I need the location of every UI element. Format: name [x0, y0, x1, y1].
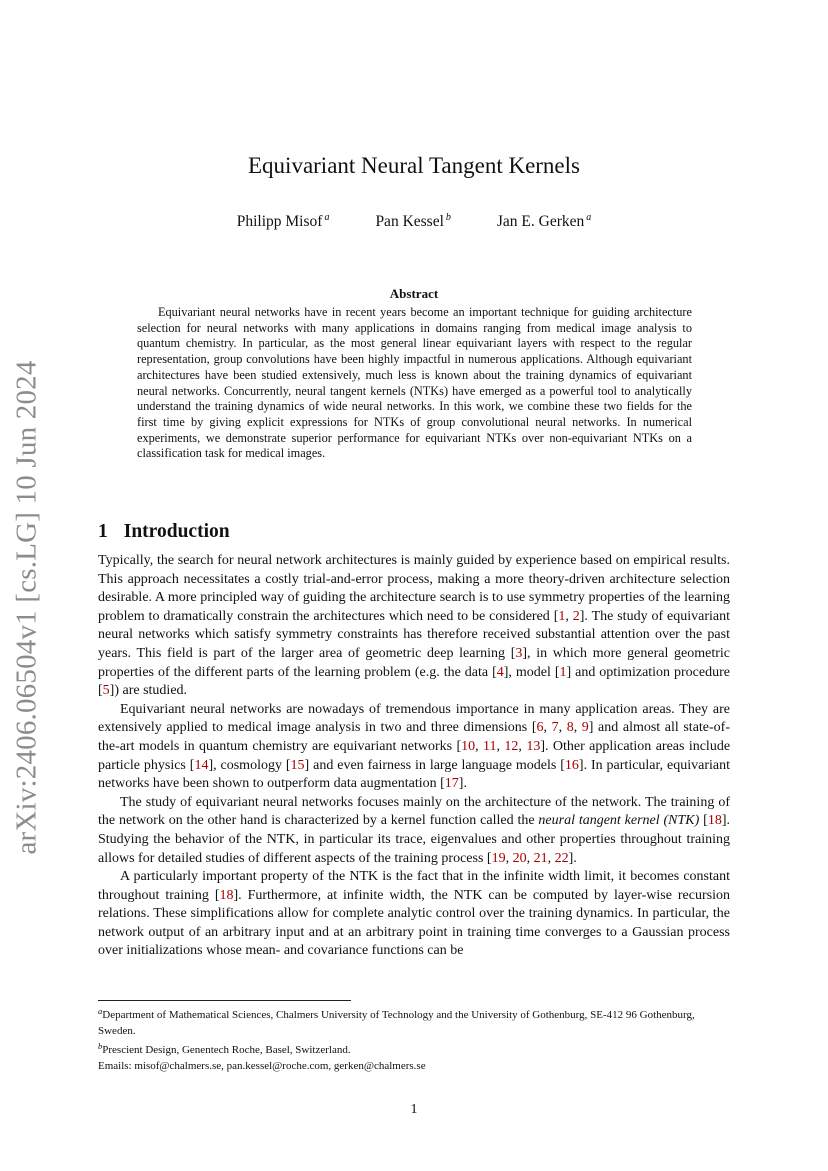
author-1 [237, 207, 330, 233]
abstract-text: Equivariant neural networks have in recent years become an important technique for guiding architecture selection for neural networks with many applications in domains ranging from medical image analysis to quantum chemistry. In particular, as the most general linear equivariant layers with respect to the regular representation, group convolutions have been highly impactful in numerous applications. Although equivariant architectures have been studied extensively, much less is known about the training dynamics of equivariant neural networks. Concurrently, neural tangent kernels (NTKs) have emerged as a powerful tool to analytically understand the training dynamics of wide neural networks. In this work, we combine these two fields for the first time by giving explicit expressions for NTKs of group convolutional neural networks. In numerical experiments, we demonstrate superior performance for equivariant NTKs over non-equivariant NTKs on a classification task for medical images. [137, 305, 692, 461]
citation-link[interactable]: 10 [461, 738, 476, 754]
author-3 [497, 207, 591, 233]
section-title: Introduction [123, 521, 230, 542]
citation-link[interactable]: 14 [194, 757, 209, 773]
footnote-b [98, 1039, 730, 1059]
citation-link[interactable]: 21 [533, 850, 548, 866]
citation-link[interactable]: 7 [551, 720, 559, 736]
footnote-text: Prescient Design, Genentech Roche, Basel, Switzerland. [102, 1044, 351, 1057]
citation-link[interactable]: 1 [559, 664, 567, 680]
citation-link[interactable]: 3 [515, 645, 523, 661]
citation-link[interactable]: 18 [219, 887, 234, 903]
citation-link[interactable]: 11 [483, 738, 497, 754]
citation-link[interactable]: 20 [512, 850, 527, 866]
author-name: Philipp Misof [236, 213, 323, 230]
affiliation-mark: a [586, 212, 592, 223]
citation-link[interactable]: 12 [504, 738, 519, 754]
citation-link[interactable]: 6 [536, 720, 544, 736]
section-number: 1 [98, 521, 108, 542]
footnote-divider [98, 1000, 351, 1001]
author-list [0, 207, 828, 233]
page-number: 1 [410, 1102, 418, 1117]
footnotes [98, 1004, 730, 1074]
affiliation-mark: b [445, 212, 451, 223]
citation-link[interactable]: 16 [564, 757, 579, 773]
citation-link[interactable]: 19 [491, 850, 506, 866]
citation-link[interactable]: 18 [707, 813, 722, 829]
citation-link[interactable]: 8 [566, 720, 574, 736]
arxiv-sidebar-stamp [2, 360, 52, 855]
citation-link[interactable]: 22 [554, 850, 569, 866]
citation-link[interactable]: 2 [572, 608, 580, 624]
citation-link[interactable]: 13 [526, 738, 541, 754]
emphasized-term: neural tangent kernel (NTK) [538, 813, 700, 829]
citation-link[interactable]: 15 [290, 757, 305, 773]
paragraph-1: Typically, the search for neural network architectures is mainly guided by experience based on empirical results. This approach necessitates a costly trial-and-error process, making a more theory-driven architecture selection desirable. A more principled way of guiding the architecture search is to use symmetry properties of the learning problem to dramatically constrain the architectures which need to be considered [1, 2]. The study of equivariant neural networks which satisfy symmetry constraints has therefore received substantial attention over the past years. This field is part of the larger area of geometric deep learning [3], in which more general geometric properties of the different parts of the learning problem (e.g. the data [4], model [1] and optimization procedure [5]) are studied. [98, 553, 730, 699]
introduction-body [98, 552, 730, 961]
section-heading [98, 519, 230, 545]
paragraph-2: Equivariant neural networks are nowadays of tremendous importance in many application areas. They are extensively applied to medical image analysis in two and three dimensions [6, 7, 8, 9] and almost all state-of-the-art models in quantum chemistry are equivariant networks [10, 11, 12, 13]. Other application areas include particle physics [14], cosmology [15] and even fairness in large language models [16]. In particular, equivariant networks have been shown to outperform data augmentation [17]. [98, 701, 731, 792]
paper-title: Equivariant Neural Tangent Kernels [248, 153, 580, 178]
citation-link[interactable]: 9 [581, 720, 589, 736]
footnote-emails [98, 1059, 730, 1075]
citation-link[interactable]: 4 [496, 664, 504, 680]
paragraph-3: The study of equivariant neural networks focuses mainly on the architecture of the network. The training of the network on the other hand is characterized by a kernel function called the neural tangent kernel (NTK) [18]. Studying the behavior of the NTK, in particular its trace, eigenvalues and other properties throughout training allows for detailed studies of different aspects of the training process [19, 20, 21, 22]. [98, 794, 730, 866]
footnote-a [98, 1004, 730, 1039]
abstract-heading: Abstract [389, 286, 439, 301]
footnote-mark: a [98, 1006, 103, 1016]
citation-link[interactable]: 17 [444, 776, 459, 792]
citation-link[interactable]: 1 [558, 608, 566, 624]
author-2 [375, 207, 450, 233]
paragraph-4: A particularly important property of the NTK is the fact that in the infinite width limit, it becomes constant throughout training [18]. Furthermore, at infinite width, the NTK can be computed by layer-wise recursion relations. These simplifications allow for complete analytic control over the training dynamics. In particular, the network output of an arbitrary input and at an arbitrary point in training time converges to a Gaussian process over initializations whose mean- and covariance functions can be [98, 869, 730, 959]
footnote-text: Emails: misof@chalmers.se, pan.kessel@roche.com, gerken@chalmers.se [98, 1059, 426, 1072]
author-name: Jan E. Gerken [496, 213, 585, 230]
citation-link[interactable]: 5 [102, 683, 110, 699]
author-name: Pan Kessel [375, 213, 444, 230]
footnote-text: Department of Mathematical Sciences, Chalmers University of Technology and the University of Gothenburg, SE-412 96 Gothenburg, Sweden. [98, 1009, 695, 1037]
footnote-mark: b [98, 1041, 103, 1052]
arxiv-identifier: arXiv:2406.06504v1 [cs.LG] 10 Jun 2024 [10, 360, 43, 855]
affiliation-mark: a [324, 212, 330, 223]
